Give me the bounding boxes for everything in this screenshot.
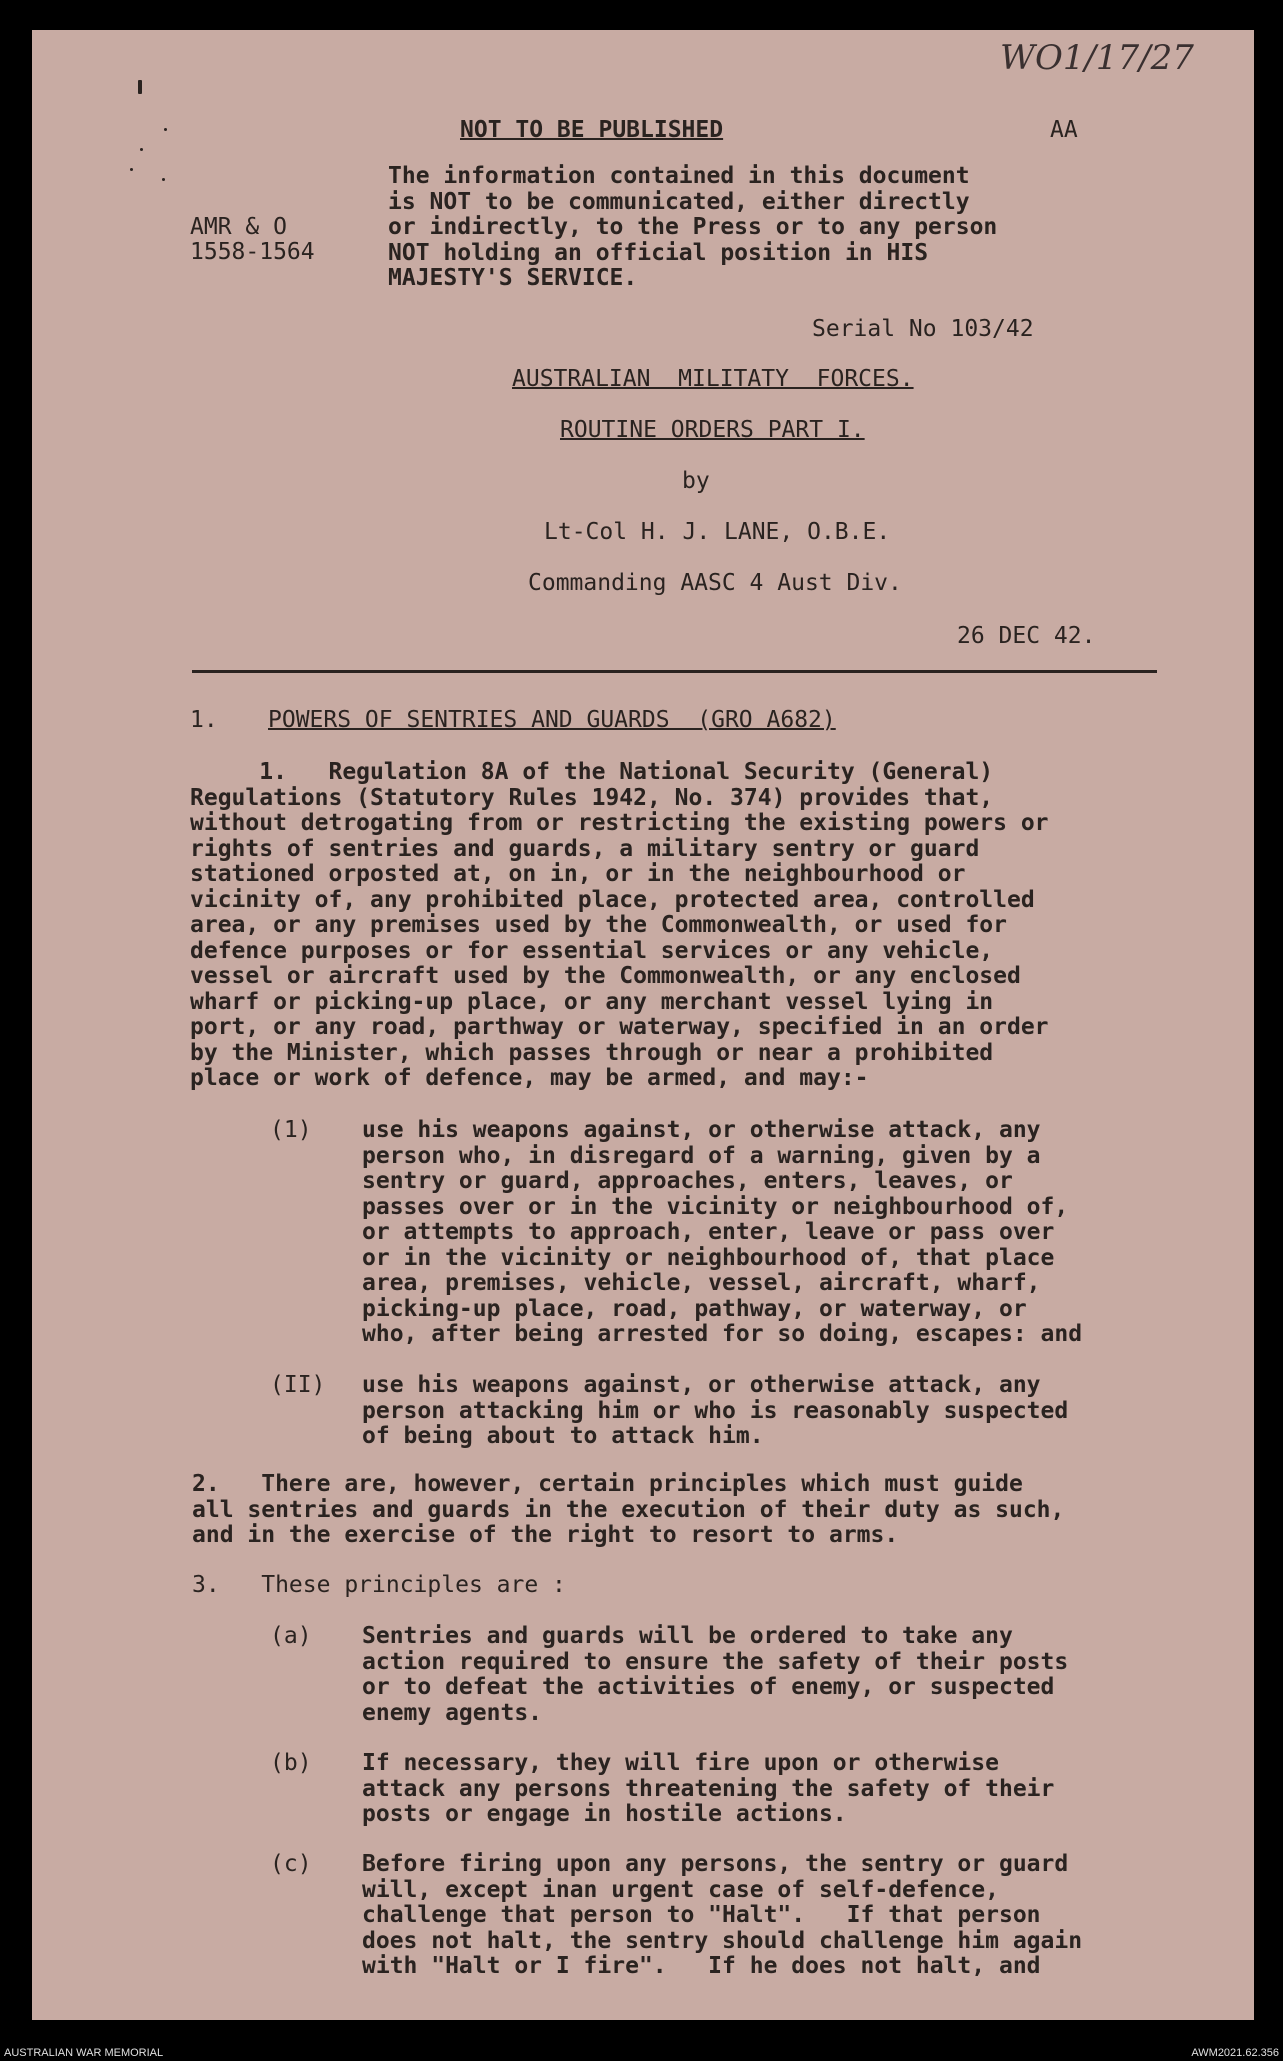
text-line: action required to ensure the safety of their posts bbox=[362, 1648, 1069, 1675]
margin-mark bbox=[130, 168, 133, 171]
item-a-label: (a) bbox=[270, 1623, 312, 1649]
text-line: Sentries and guards will be ordered to take any bbox=[362, 1623, 1013, 1649]
text-line: challenge that person to "Halt". If that person bbox=[362, 1902, 1041, 1928]
text-line: and in the exercise of the right to resort to arms. bbox=[192, 1522, 899, 1548]
text-line: If necessary, they will fire upon or otherwise bbox=[362, 1750, 999, 1776]
text-line: port, or any road, parthway or waterway, specified in an order bbox=[190, 1014, 1049, 1040]
text-line: of being about to attack him. bbox=[362, 1423, 764, 1449]
text-line: or attempts to approach, enter, leave or pass over bbox=[362, 1219, 1055, 1245]
text-line: use his weapons against, or otherwise attack, any bbox=[362, 1117, 1041, 1143]
item-a-text bbox=[362, 1624, 1068, 1726]
text-line: area, premises, vehicle, vessel, aircraft, wharf, bbox=[362, 1270, 1041, 1296]
text-line: vicinity of, any prohibited place, protected area, controlled bbox=[190, 886, 1035, 913]
horizontal-rule bbox=[192, 670, 1157, 673]
text-line: by the Minister, which passes through or near a prohibited bbox=[190, 1039, 994, 1066]
text-line: or indirectly, to the Press or to any person bbox=[388, 214, 998, 240]
serial-number: Serial No 103/42 bbox=[812, 316, 1034, 342]
item-c-label: (c) bbox=[270, 1851, 312, 1877]
title-forces: AUSTRALIAN MILITATY FORCES. bbox=[512, 366, 914, 392]
order-date: 26 DEC 42. bbox=[957, 623, 1096, 649]
text-line: who, after being arrested for so doing, escapes: and bbox=[362, 1321, 1083, 1347]
text-line: person attacking him or who is reasonably suspected bbox=[362, 1397, 1069, 1424]
document-page bbox=[32, 30, 1254, 2020]
section-heading: POWERS OF SENTRIES AND GUARDS (GRO A682) bbox=[268, 707, 836, 733]
margin-mark bbox=[138, 80, 142, 94]
text-line: stationed orposted at, on in, or in the neighbourhood or bbox=[190, 861, 966, 887]
footer-accession: AWM2021.62.356 bbox=[1191, 2047, 1279, 2059]
text-line: 3. These principles are : bbox=[192, 1572, 566, 1598]
text-line: with "Halt or I fire". If he does not halt, and bbox=[362, 1953, 1041, 1979]
text-line: sentry or guard, approaches, enters, leaves, or bbox=[362, 1168, 1013, 1194]
text-line: all sentries and guards in the execution of their duty as such, bbox=[192, 1496, 1065, 1523]
paragraph-2 bbox=[192, 1472, 1064, 1549]
margin-mark bbox=[140, 148, 143, 151]
item-1-text bbox=[362, 1118, 1082, 1348]
text-line: NOT holding an official position in HIS bbox=[388, 239, 929, 266]
text-line: posts or engage in hostile actions. bbox=[362, 1801, 847, 1827]
margin-mark bbox=[162, 178, 165, 181]
text-line: person who, in disregard of a warning, given by a bbox=[362, 1142, 1041, 1169]
item-b-text bbox=[362, 1751, 1054, 1828]
confidentiality-notice bbox=[388, 164, 997, 292]
handwritten-reference: WO1/17/27 bbox=[1000, 38, 1194, 78]
text-line: use his weapons against, or otherwise attack, any bbox=[362, 1372, 1041, 1398]
paragraph-3 bbox=[192, 1573, 566, 1599]
officer-name: Lt-Col H. J. LANE, O.B.E. bbox=[544, 519, 891, 545]
text-line: place or work of defence, may be armed, and may:- bbox=[190, 1065, 869, 1091]
text-line: The information contained in this document bbox=[388, 163, 970, 189]
text-line: Regulations (Statutory Rules 1942, No. 374) provides that, bbox=[190, 784, 994, 811]
text-line: 2. There are, however, certain principles which must guide bbox=[192, 1471, 1023, 1497]
item-1-label: (1) bbox=[270, 1117, 312, 1143]
command-line: Commanding AASC 4 Aust Div. bbox=[528, 570, 902, 596]
text-line: picking-up place, road, pathway, or waterway, or bbox=[362, 1295, 1027, 1322]
margin-mark bbox=[164, 128, 167, 131]
classification-heading: NOT TO BE PUBLISHED bbox=[460, 117, 724, 143]
item-c-text bbox=[362, 1852, 1082, 1980]
title-routine-orders: ROUTINE ORDERS PART I. bbox=[560, 417, 865, 443]
text-line: 1. Regulation 8A of the National Security (General) bbox=[190, 759, 994, 785]
text-line: wharf or picking-up place, or any merchant vessel lying in bbox=[190, 988, 994, 1015]
text-line: MAJESTY'S SERVICE. bbox=[388, 265, 638, 291]
text-line: will, except inan urgent case of self-defence, bbox=[362, 1876, 999, 1903]
text-line: does not halt, the sentry should challenge him again bbox=[362, 1927, 1083, 1954]
text-line: or in the vicinity or neighbourhood of, that place bbox=[362, 1244, 1055, 1271]
by-line: by bbox=[682, 468, 710, 494]
ref-line-1: AMR & O bbox=[190, 214, 287, 240]
text-line: without detrogating from or restricting the existing powers or bbox=[190, 810, 1049, 836]
ref-line-2: 1558-1564 bbox=[190, 239, 315, 265]
item-b-label: (b) bbox=[270, 1750, 312, 1776]
text-line: area, or any premises used by the Commonwealth, or used for bbox=[190, 912, 1007, 938]
footer-credit: AUSTRALIAN WAR MEMORIAL bbox=[4, 2047, 164, 2059]
corner-mark: AA bbox=[1050, 117, 1078, 143]
text-line: Before firing upon any persons, the sentry or guard bbox=[362, 1851, 1069, 1877]
text-line: or to defeat the activities of enemy, or suspected bbox=[362, 1674, 1055, 1700]
text-line: defence purposes or for essential services or any vehicle, bbox=[190, 937, 994, 964]
text-line: attack any persons threatening the safety of their bbox=[362, 1775, 1055, 1802]
text-line: enemy agents. bbox=[362, 1699, 543, 1726]
text-line: passes over or in the vicinity or neighbourhood of, bbox=[362, 1193, 1069, 1220]
item-2-text bbox=[362, 1373, 1068, 1450]
item-2-label: (II) bbox=[270, 1372, 326, 1398]
text-line: is NOT to be communicated, either directly bbox=[388, 188, 970, 215]
text-line: vessel or aircraft used by the Commonwealth, or any enclosed bbox=[190, 963, 1021, 989]
text-line: rights of sentries and guards, a military sentry or guard bbox=[190, 835, 980, 862]
section-number: 1. bbox=[190, 707, 218, 733]
paragraph-1 bbox=[190, 760, 1049, 1092]
